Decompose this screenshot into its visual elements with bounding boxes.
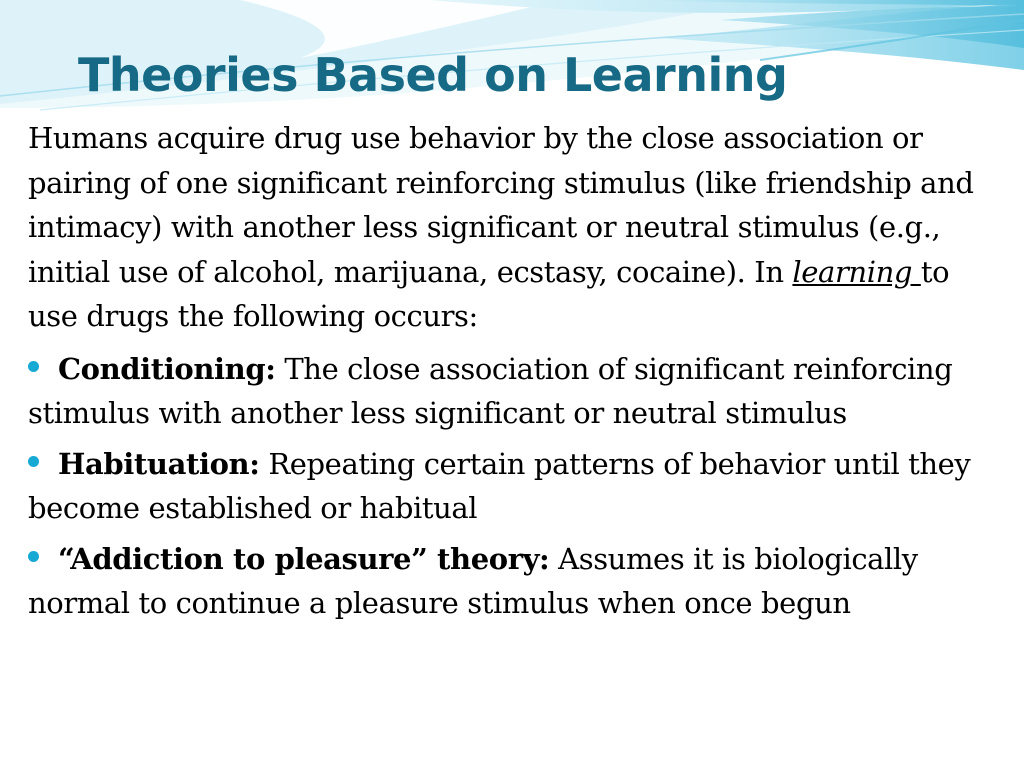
bullet-term: Conditioning: <box>58 351 276 386</box>
bullet-term: “Addiction to pleasure” theory: <box>58 541 550 576</box>
bullet-icon <box>28 551 39 562</box>
bullet-addiction-to-pleasure <box>28 537 1003 626</box>
bullet-habituation <box>28 442 1003 531</box>
bullet-term: Habituation: <box>58 446 260 481</box>
slide-title: Theories Based on Learning <box>78 48 788 102</box>
bullet-conditioning <box>28 347 1003 436</box>
bullet-icon <box>28 361 39 372</box>
bullet-text: The close association of significant reinforcing stimulus with another less significant or neutral stimulus <box>28 351 953 430</box>
bullet-text: Assumes it is biologically normal to continue a pleasure stimulus when once begun <box>28 541 918 620</box>
intro-text-before: Humans acquire drug use behavior by the close association or pairing of one significant reinforcing stimulus (like friendship and intimacy) with another less significant or neutral stimulus (e.g., initial use of alcohol, marijuana, ecstasy, cocaine). In <box>28 121 974 289</box>
intro-keyword-learning: learning <box>792 254 921 289</box>
bullet-text: Repeating certain patterns of behavior until they become established or habitual <box>28 446 971 525</box>
slide-body <box>28 116 1003 632</box>
intro-text-after: to use drugs the following occurs: <box>28 254 950 333</box>
bullet-icon <box>28 456 39 467</box>
bullet-list <box>28 347 1003 626</box>
intro-paragraph <box>28 116 1003 339</box>
